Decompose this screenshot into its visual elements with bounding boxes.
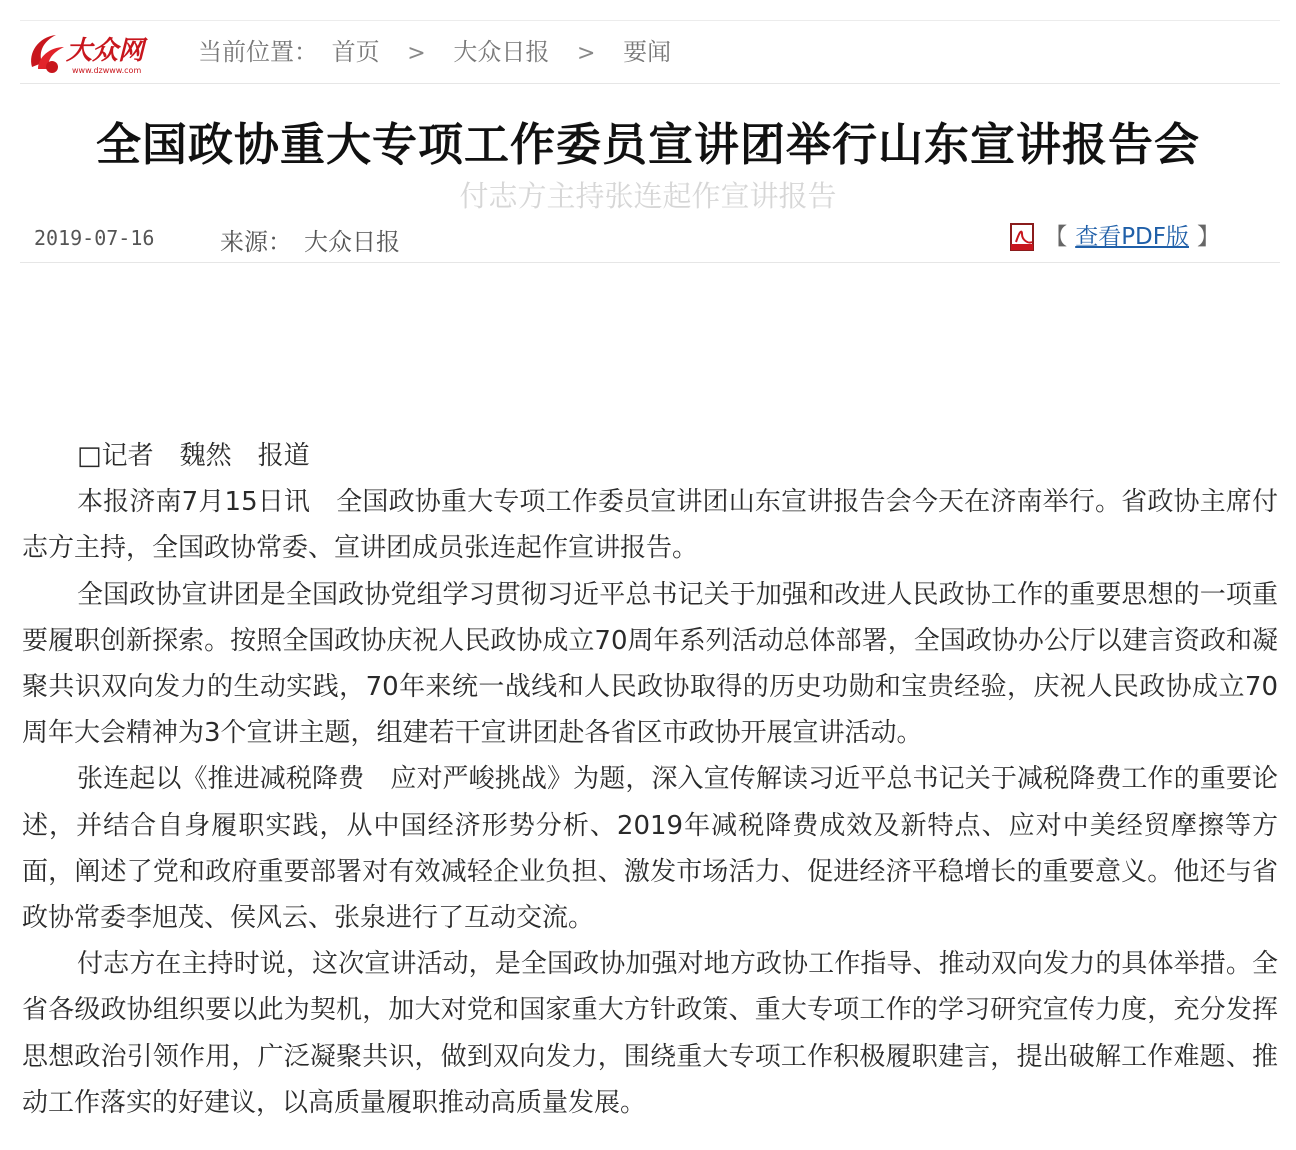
pdf-icon[interactable] [1008,222,1038,252]
top-navigation-bar [20,20,1280,84]
article-title: 全国政协重大专项工作委员宣讲团举行山东宣讲报告会 [95,118,1200,171]
breadcrumb-dazhong-daily-link[interactable]: 大众日报 [453,38,550,66]
article-paragraph: 全国政协宣讲团是全国政协党组学习贯彻习近平总书记关于加强和改进人民政协工作的重要思想的一项重要履职创新探索。按照全国政协庆祝人民政协成立70周年系列活动总体部署，全国政协办公厅以建言资政和凝聚共识双向发力的生动实践，70年来统一战线和人民政协取得的历史功勋和宝贵经验，庆祝人民政协成立70周年大会精神为3个宣讲主题，组建若干宣讲团赴各省区市政协开展宣讲活动。 [22,579,1278,749]
breadcrumb-label: 当前位置： [198,38,318,66]
logo-graphic [22,27,162,79]
breadcrumb-news-link[interactable]: 要闻 [623,38,672,66]
breadcrumb-separator: > [407,41,426,66]
source-value: 大众日报 [304,228,400,256]
logo-text: 大众网 [66,36,145,66]
view-pdf-link[interactable] [1008,220,1220,254]
pdf-link-text[interactable]: 查看PDF版 [1075,224,1189,250]
article-body [22,433,1278,1126]
site-logo[interactable] [22,27,162,79]
article-subtitle: 付志方主持张连起作宣讲报告 [459,179,837,213]
breadcrumb-separator: > [577,41,596,66]
article-paragraph: 付志方在主持时说，这次宣讲活动，是全国政协加强对地方政协工作指导、推动双向发力的具体举措。全省各级政协组织要以此为契机，加大对党和国家重大方针政策、重大专项工作的学习研究宣传力度，充分发挥思想政治引领作用，广泛凝聚共识，做到双向发力，围绕重大专项工作积极履职建言，提出破解工作难题、推动工作落实的好建议，以高质量履职推动高质量发展。 [22,949,1278,1118]
pdf-bracket-open: 【 [1044,224,1068,250]
breadcrumb [198,37,677,67]
article-paragraph: 张连起以《推进减税降费 应对严峻挑战》为题，深入宣传解读习近平总书记关于减税降费工作的重要论述，并结合自身履职实践，从中国经济形势分析、2019年减税降费成效及新特点、应对中美经贸摩擦等方面，阐述了党和政府重要部署对有效减轻企业负担、激发市场活力、促进经济平稳增长的重要意义。他还与省政协常委李旭茂、侯风云、张泉进行了互动交流。 [22,764,1278,934]
breadcrumb-home-link[interactable]: 首页 [331,38,380,66]
pdf-bracket-close: 】 [1197,224,1220,250]
article-paragraph: 本报济南7月15日讯 全国政协重大专项工作委员宣讲团山东宣讲报告会今天在济南举行。省政协主席付志方主持，全国政协常委、宣讲团成员张连起作宣讲报告。 [22,487,1278,564]
publish-date: 2019-07-16 [34,226,155,250]
logo-subtext: www.dzwww.com [72,66,142,75]
article-meta [20,220,1280,263]
source-label: 来源： [220,228,292,256]
byline: □记者 魏然 报道 [77,441,310,471]
